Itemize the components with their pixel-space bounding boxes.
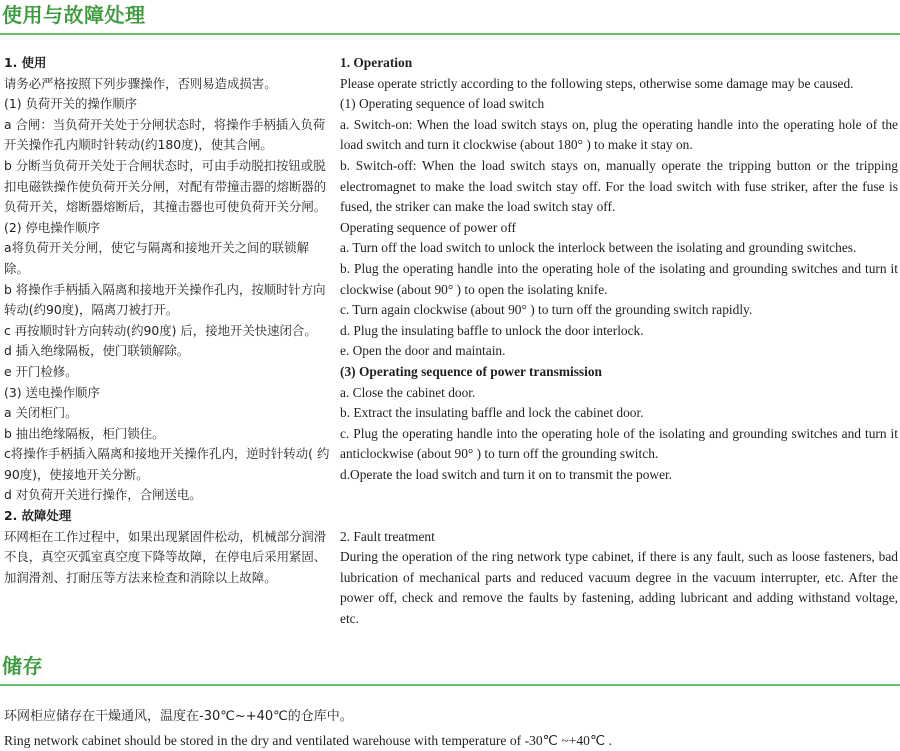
paragraph: b. Plug the operating handle into the operating hole of the isolating and grounding switches and turn it clockwise (about 90° ) to open the isolating knife. (340, 260, 898, 297)
paragraph: b 抽出绝缘隔板，柜门锁住。 (4, 425, 165, 441)
section-title-storage: 储存 (2, 654, 43, 678)
paragraph: (1) 负荷开关的操作顺序 (4, 96, 138, 112)
paragraph: (2) 停电操作顺序 (4, 219, 100, 235)
subsection-heading: 1. Operation (340, 55, 413, 70)
paragraph: 请务必严格按照下列步骤操作，否则易造成损害。 (4, 75, 277, 91)
section-title-usage: 使用与故障处理 (2, 3, 146, 27)
paragraph: 2. Fault treatment (340, 528, 435, 544)
paragraph: During the operation of the ring network type cabinet, if there is any fault, such as loose fasteners, bad lubrication of mechanical parts and reduced vacuum degree in the vacuum interrupter, etc. After the power off, check and remove the faults by fastening, adding lubricant and adding withstand voltage, etc. (340, 549, 898, 627)
paragraph: Operating sequence of power off (340, 219, 516, 235)
paragraph: (3) 送电操作顺序 (4, 384, 100, 400)
paragraph: c 再按顺时针方向转动(约90度) 后，接地开关快速闭合。 (4, 322, 317, 338)
paragraph: e. Open the door and maintain. (340, 343, 506, 359)
paragraph: (1) Operating sequence of load switch (340, 96, 545, 112)
paragraph: 环网柜在工作过程中，如果出现紧固件松动，机械部分润滑不良，真空灭弧室真空度下降等故障，在停电后采用紧固、加润滑剂、打耐压等方法来检查和消除以上故障。 (4, 528, 327, 585)
paragraph-spacer (340, 485, 898, 526)
paragraph: b. Switch-off: When the load switch stays on, manually operate the tripping button or the tripping electromagnet to make the load switch stay off. For the load switch with fuse striker, after the fuse is fused, the striker can make the load switch stay off. (340, 157, 898, 215)
chinese-text-column (4, 53, 330, 588)
storage-text-chinese: 环网柜应储存在干燥通风，温度在-30℃~+40℃的仓库中。 (4, 709, 353, 724)
paragraph: a 合闸：当负荷开关处于分闸状态时，将操作手柄插入负荷开关操作孔内顺时针转动(约180度)，使其合闸。 (4, 116, 326, 153)
subsection-heading: 1. 使用 (4, 55, 47, 70)
section-divider (0, 684, 900, 686)
subsection-heading: (3) Operating sequence of power transmission (340, 363, 602, 379)
english-text-column (340, 53, 898, 630)
paragraph: e 开门检修。 (4, 363, 78, 379)
paragraph: a. Close the cabinet door. (340, 384, 476, 400)
paragraph: a. Turn off the load switch to unlock the interlock between the isolating and grounding switches. (340, 240, 857, 256)
paragraph: c. Plug the operating handle into the operating hole of the isolating and grounding switches and turn it anticlockwise (about 90° ) to turn off the grounding switch. (340, 425, 898, 462)
paragraph: b. Extract the insulating baffle and lock the cabinet door. (340, 405, 644, 421)
subsection-heading: 2. 故障处理 (4, 508, 72, 524)
paragraph: b 分断当负荷开关处于合闸状态时，可由手动脱扣按钮或脱扣电磁铁操作使负荷开关分闸，对配有带撞击器的熔断器的负荷开关，熔断器熔断后，其撞击器也可使负荷开关分闸。 (4, 157, 327, 215)
paragraph: a. Switch-on: When the load switch stays on, plug the operating handle into the operating hole of the load switch and turn it clockwise (about 180° ) to make it stay on. (340, 116, 898, 153)
paragraph: d. Plug the insulating baffle to unlock the door interlock. (340, 322, 644, 338)
paragraph: a 关闭柜门。 (4, 405, 78, 421)
paragraph: a将负荷开关分闸，使它与隔离和接地开关之间的联锁解除。 (4, 240, 309, 276)
paragraph: b 将操作手柄插入隔离和接地开关操作孔内，按顺时针方向转动(约90度)，隔离刀被打开。 (4, 281, 326, 318)
section-divider (0, 33, 900, 35)
paragraph: c将操作手柄插入隔离和接地开关操作孔内，逆时针转动( 约90度)，使接地开关分断。 (4, 446, 330, 482)
paragraph: c. Turn again clockwise (about 90° ) to turn off the grounding switch rapidly. (340, 302, 753, 318)
paragraph: d.Operate the load switch and turn it on to transmit the power. (340, 466, 673, 482)
paragraph: d 插入绝缘隔板，使门联锁解除。 (4, 343, 190, 359)
paragraph: d 对负荷开关进行操作，合闸送电。 (4, 487, 202, 503)
paragraph: Please operate strictly according to the following steps, otherwise some damage may be caused. (340, 75, 854, 91)
storage-text-english: Ring network cabinet should be stored in the dry and ventilated warehouse with temperature of -30℃ ~+40℃ . (4, 733, 613, 748)
